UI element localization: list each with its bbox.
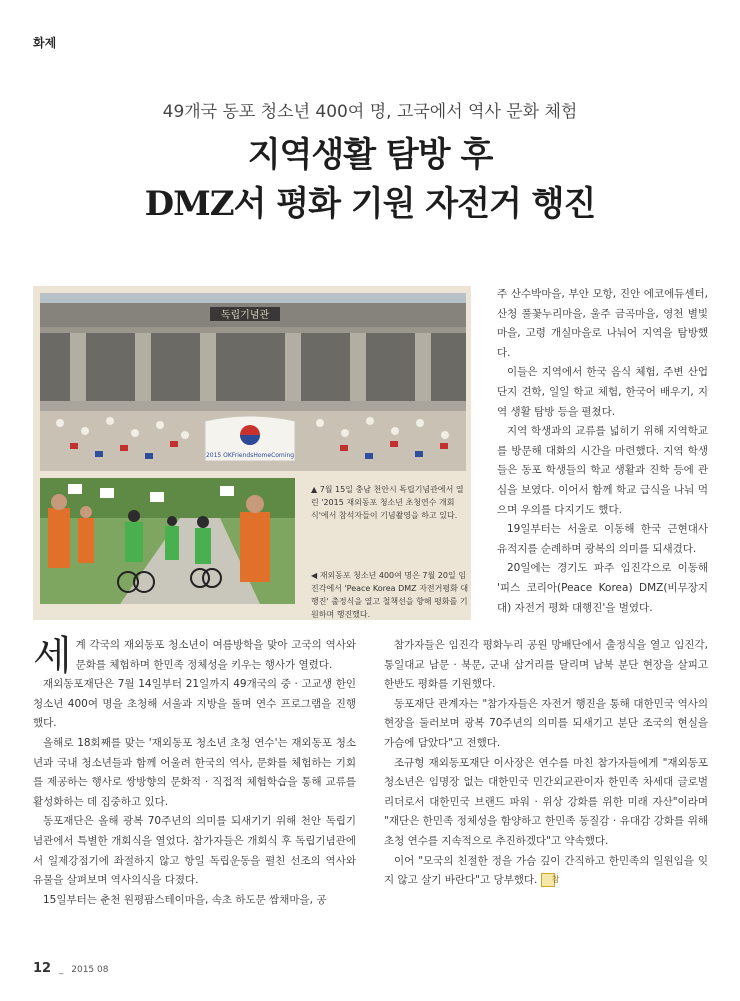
headline-line-1: 지역생활 탐방 후 [247,135,493,175]
paragraph: 15일부터는 춘천 원평팜스테이마을, 속초 하도문 쌈채마을, 공 [43,893,327,906]
paragraph: 지역 학생과의 교류를 넓히기 위해 지역학교를 방문해 대화의 시간을 마련했다. 지역 학생들은 동포 학생들의 학교 생활과 진학 등에 관심을 보였다. 이어서 함께 학교 급식을 나눠 먹으며 우의를 다지기도 했다. [497,425,708,516]
lead-paragraph [33,633,356,679]
paragraph: 올해로 18회째를 맞는 '재외동포 청소년 초청 연수'는 재외동포 청소년과 국내 청소년들과 함께 어울려 한국의 역사, 문화를 체험하는 기회를 제공하는 행사로 쌍방향의 문화적 · 직접적 체험학습을 통해 교류를 활성화하는 데 집중하고 있다. [33,736,356,808]
photo-opening-ceremony [40,293,466,471]
paragraph: 동포재단 관계자는 "참가자들은 자전거 행진을 통해 대한민국 역사의 현장을 둘러보며 광복 70주년의 의미를 되새기고 분단 조국의 현실을 가슴에 담았다"고 전했다. [384,697,708,749]
paragraph: 동포재단은 올해 광복 70주년의 의미를 되새기기 위해 천안 독립기념관에서 특별한 개회식을 열었다. 참가자들은 개회식 후 독립기념관에서 일제강점기에 좌절하지 않고 항일 독립운동을 펼친 선조의 역사와 유물을 살펴보며 역사의식을 다졌다. [33,815,356,887]
building-sign: 독립기념관 [220,310,270,321]
paragraph: 20일에는 경기도 파주 임진각으로 이동해 '피스 코리아(Peace Korea) DMZ(비무장지대) 자전거 평화 대행진'을 벌였다. [497,562,708,614]
headline-line-2: DMZ서 평화 기원 자전거 행진 [144,184,596,224]
footer-separator: _ [58,965,64,975]
paragraph: 재외동포재단은 7월 14일부터 21일까지 49개국의 중 · 고교생 한인 청소년 400여 명을 초청해 서울과 지방을 돌며 연수 프로그램을 진행했다. [33,678,356,730]
paragraph: 19일부터는 서울로 이동해 한국 근현대사 유적지를 순례하며 광복의 의미를 되새겼다. [497,523,708,555]
article-subtitle: 49개국 동포 청소년 400여 명, 고국에서 역사 문화 체험 [162,102,578,122]
paragraph [384,852,708,891]
issue-date: 2015 08 [71,965,109,975]
caption-bicycle: ◀ 재외동포 청소년 400여 명은 7월 20일 임진각에서 'Peace Korea DMZ 자전거평화 대행진' 출정식을 열고 철책선을 향해 평화를 기원하며 행진했다. [311,571,469,619]
column-right-top [497,285,708,618]
paragraph: 참가자들은 임진각 평화누리 공원 망배단에서 출정식을 열고 임진각, 통일대교 남문 · 북문, 군내 삼거리를 달리며 남북 분단 현장을 살피고 한반도 평화를 기원했다. [384,639,708,691]
paragraph: 주 산수박마을, 부안 모항, 진안 에코에듀센터, 산청 풀꽃누리마을, 울주 금곡마을, 영천 별빛마을, 고령 개실마을로 나눠어 지역을 탐방했다. [497,288,708,359]
page-footer [33,961,108,976]
photo-bicycle-march [40,478,295,604]
drop-cap: 세 [33,633,72,679]
banner-text: 2015 OKFriendsHomeComing [205,452,295,459]
lead-text: 계 각국의 재외동포 청소년이 여름방학을 맞아 고국의 역사와 문화를 체험하며 한민족 정체성을 키우는 행사가 열렸다. [75,639,356,671]
column-left [33,633,356,910]
section-tag: 화제 [33,36,57,50]
caption-ceremony: ▲ 7월 15일 충남 천안시 독립기념관에서 열린 '2015 재외동포 청소년 초청연수 개회식'에서 참석자들이 기념촬영을 하고 있다. [311,485,464,520]
paragraph: 이들은 지역에서 한국 음식 체험, 주변 산업단지 견학, 일일 학교 체험, 한국어 배우기, 지역 생활 탐방 등을 펼쳤다. [497,366,708,418]
column-right-bottom [384,636,708,891]
photo-box [33,286,471,620]
page-number: 12 [33,961,52,976]
paragraph: 조규형 재외동포재단 이사장은 연수를 마친 참가자들에게 "재외동포 청소년은 임명장 없는 대한민국 민간외교관이자 한민족 차세대 글로벌 리더로서 대한민국 브랜드 파워 · 위상 강화를 위한 미래 자산"이라며 "재단은 한민족 정체성을 함양하고 한민족 동질감 · 유대감 강화를 위해 초청 연수를 지속적으로 추진하겠다"고 약속했다. [384,756,708,847]
end-mark-icon: 참 [541,873,555,887]
closing-text: 이어 "모국의 친절한 정을 가슴 깊이 간직하고 한민족의 일원임을 잊지 않고 살기 바란다"고 당부했다. [384,854,708,887]
